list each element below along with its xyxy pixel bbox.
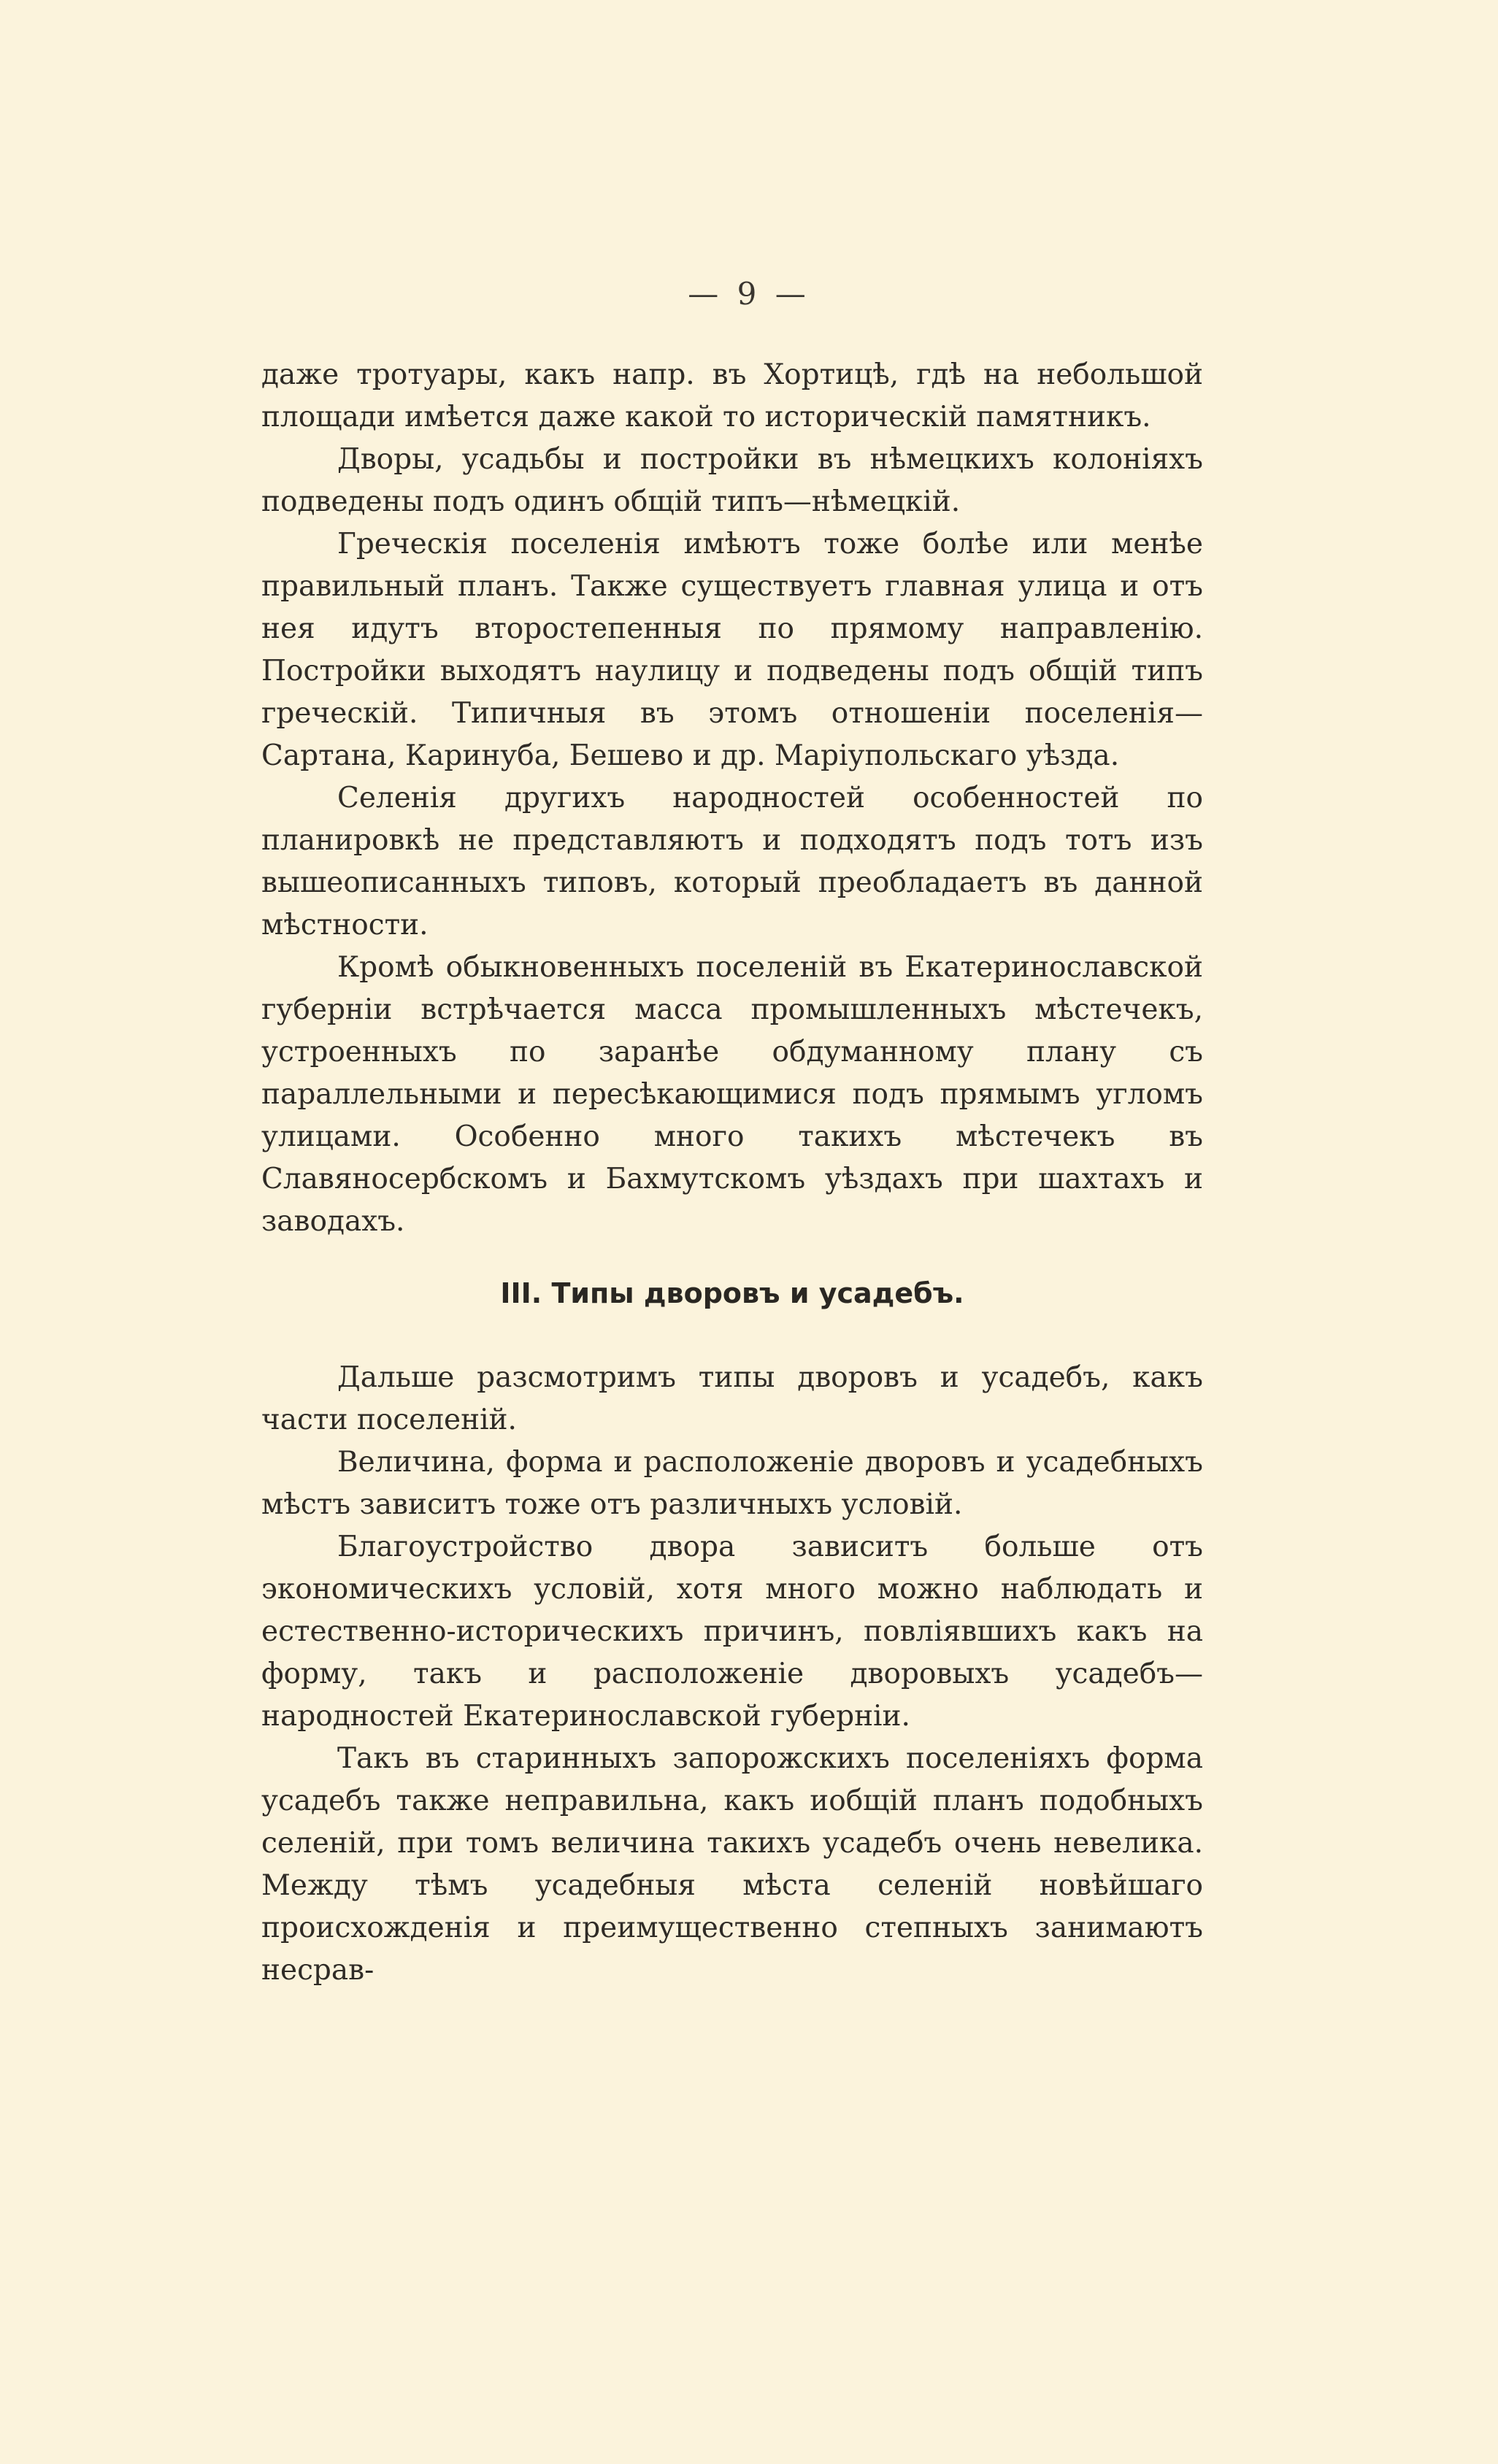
section-heading: III. Типы дворовъ и усадебъ.	[500, 1277, 964, 1309]
page-number: — 9 —	[688, 276, 810, 312]
paragraph: Такъ въ старинныхъ запорожскихъ поселеніяхъ форма усадебъ также неправильна, какъ иобщій планъ подобныхъ селеній, при томъ величина такихъ усадебъ очень невелика. Между тѣмъ усадебныя мѣста селеній новѣйшаго происхожденія и преимущественно степныхъ занимаютъ несрав-	[261, 1742, 1203, 1987]
text-column	[261, 354, 1203, 1992]
paragraph: Дальше разсмотримъ типы дворовъ и усадебъ, какъ части поселеній.	[261, 1361, 1203, 1436]
paragraph: Благоустройство двора зависитъ больше отъ экономическихъ условій, хотя много можно наблюдать и естественно-историческихъ причинъ, повліявшихъ какъ на форму, такъ и расположеніе дворовыхъ усадебъ—народностей Екатеринославской губерніи.	[261, 1531, 1203, 1733]
paragraph: Кромѣ обыкновенныхъ поселеній въ Екатеринославской губерніи встрѣчается масса промышленныхъ мѣстечекъ, устроенныхъ по заранѣе обдуманному плану съ параллельными и пересѣкающимися подъ прямымъ угломъ улицами. Особенно много такихъ мѣстечекъ въ Славяносербскомъ и Бахмутскомъ уѣздахъ при шахтахъ и заводахъ.	[261, 951, 1203, 1238]
paragraph: Величина, форма и расположеніе дворовъ и усадебныхъ мѣстъ зависитъ тоже отъ различныхъ условій.	[261, 1446, 1203, 1521]
paragraph: Греческія поселенія имѣютъ тоже болѣе или менѣе правильный планъ. Также существуетъ главная улица и отъ нея идутъ второстепенныя по прямому направленію. Постройки выходятъ наулицу и подведены подъ общій типъ греческій. Типичныя въ этомъ отношеніи поселенія—Сартана, Каринуба, Бешево и др. Маріупольскаго уѣзда.	[261, 528, 1203, 772]
paragraph: Селенія другихъ народностей особенностей по планировкѣ не представляютъ и подходятъ подъ тотъ изъ вышеописанныхъ типовъ, который преобладаетъ въ данной мѣстности.	[261, 782, 1203, 942]
paragraph: Дворы, усадьбы и постройки въ нѣмецкихъ колоніяхъ подведены подъ одинъ общій типъ—нѣмецкій.	[261, 443, 1203, 518]
paragraph-continuation: даже тротуары, какъ напр. въ Хортицѣ, гдѣ на небольшой площади имѣется даже какой то историческій памятникъ.	[261, 358, 1203, 434]
